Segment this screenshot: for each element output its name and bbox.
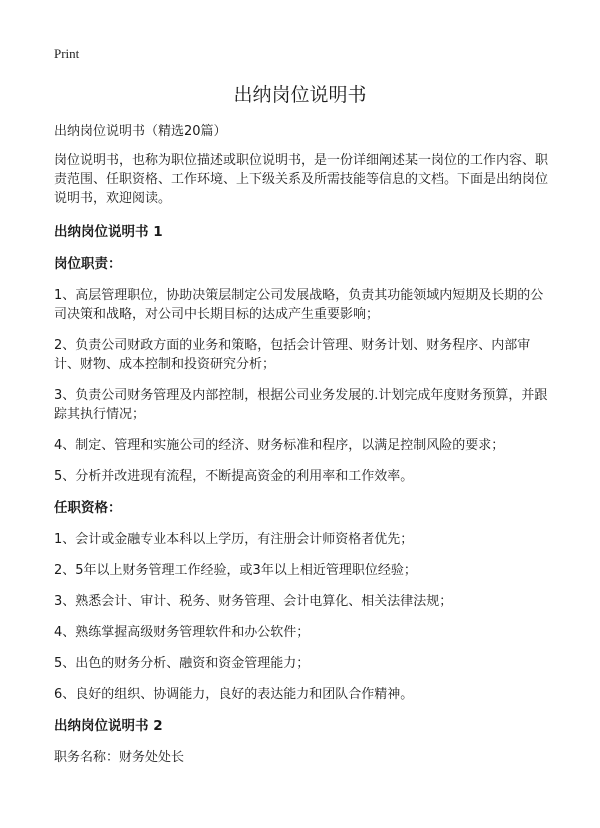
qualification-item: 3、熟悉会计、审计、税务、财务管理、会计电算化、相关法律法规； <box>54 594 453 609</box>
section-heading-2: 出纳岗位说明书 2 <box>54 718 163 734</box>
duty-item: 1、高层管理职位，协助决策层制定公司发展战略，负责其功能领域内短期及长期的公司决策和战略，对公司中长期目标的达成产生重要影响； <box>54 288 544 322</box>
qualification-item: 4、熟练掌握高级财务管理软件和办公软件； <box>54 625 310 640</box>
section-heading-1: 出纳岗位说明书 1 <box>54 224 163 240</box>
document-body <box>54 122 554 779</box>
print-link[interactable]: Print <box>54 46 80 61</box>
document-title: 出纳岗位说明书 <box>233 84 367 106</box>
duty-item: 4、制定、管理和实施公司的经济、财务标准和程序，以满足控制风险的要求； <box>54 438 505 453</box>
document-subtitle: 出纳岗位说明书（精选20篇） <box>54 124 227 139</box>
position-title-line: 职务名称：财务处处长 <box>54 750 185 765</box>
duties-heading: 岗位职责： <box>54 256 122 272</box>
qualifications-heading: 任职资格： <box>54 500 122 516</box>
intro-paragraph: 岗位说明书，也称为职位描述或职位说明书，是一份详细阐述某一岗位的工作内容、职责范围、任职资格、工作环境、上下级关系及所需技能等信息的文档。下面是出纳岗位说明书，欢迎阅读。 <box>54 153 549 206</box>
qualification-item: 5、出色的财务分析、融资和资金管理能力； <box>54 656 310 671</box>
qualification-item: 1、会计或金融专业本科以上学历，有注册会计师资格者优先； <box>54 532 414 547</box>
duty-item: 5、分析并改进现有流程，不断提高资金的利用率和工作效率。 <box>54 469 414 484</box>
duty-item: 2、负责公司财政方面的业务和策略，包括会计管理、财务计划、财务程序、内部审计、财物、成本控制和投资研究分析； <box>54 338 531 372</box>
qualification-item: 6、良好的组织、协调能力，良好的表达能力和团队合作精神。 <box>54 687 414 702</box>
duty-item: 3、负责公司财务管理及内部控制，根据公司业务发展的.计划完成年度财务预算，并跟踪其执行情况； <box>54 388 548 422</box>
qualification-item: 2、5年以上财务管理工作经验，或3年以上相近管理职位经验； <box>54 563 417 578</box>
